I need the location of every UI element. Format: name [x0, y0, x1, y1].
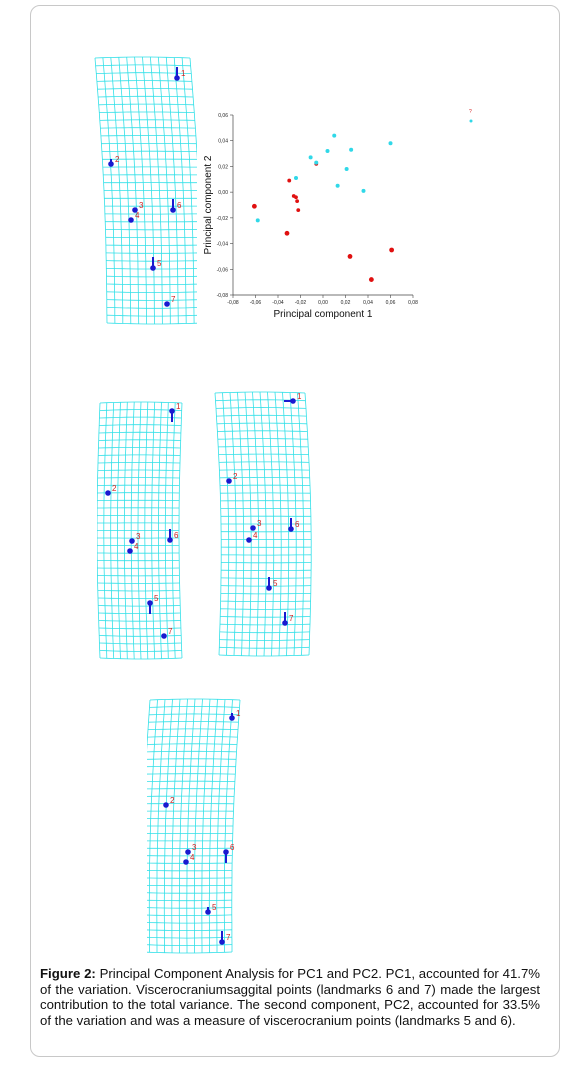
grid-lines — [147, 699, 240, 953]
y-tick-label: -0,06 — [216, 267, 228, 274]
figure-label: Figure 2: — [40, 966, 96, 981]
x-tick-label: 0,02 — [340, 300, 351, 306]
x-tick-label: 0,08 — [408, 300, 418, 306]
landmark-label: 1 — [181, 69, 186, 78]
grid-line-horizontal — [147, 915, 232, 916]
x-tick-label: 0,06 — [385, 300, 396, 306]
x-tick-label: -0,04 — [272, 300, 284, 306]
data-point-cyan — [332, 134, 336, 138]
landmark-point — [128, 217, 134, 223]
grid-line-horizontal — [107, 323, 197, 324]
landmark-point — [161, 633, 167, 639]
y-tick-label: -0,04 — [216, 241, 228, 248]
grid-svg — [147, 697, 247, 955]
data-point-cyan — [314, 161, 318, 165]
landmark-label: 7 — [168, 627, 173, 636]
x-tick-label: 0,00 — [318, 300, 328, 306]
data-point-cyan — [349, 148, 353, 152]
pca-scatter-plot — [195, 105, 485, 370]
landmark-label: 7 — [226, 933, 231, 942]
data-point-red — [252, 204, 257, 209]
grid-line-horizontal — [147, 945, 232, 946]
x-axis-label: Principal component 1 — [273, 309, 373, 320]
y-tick-label: -0,08 — [216, 293, 228, 299]
landmark-point — [164, 301, 170, 307]
x-tick-label: 0,04 — [363, 300, 373, 306]
grid-line-horizontal — [147, 893, 232, 894]
grid-line-horizontal — [107, 284, 197, 285]
landmark-point — [147, 600, 153, 606]
grid-line-vertical — [179, 403, 182, 658]
legend-label: ? — [469, 109, 472, 115]
y-axis-label: Principal component 2 — [203, 155, 214, 255]
landmark-label: 4 — [190, 853, 195, 862]
landmark-point — [163, 802, 169, 808]
landmark-point — [174, 75, 180, 81]
data-point-red — [294, 195, 298, 199]
landmark-point — [229, 715, 235, 721]
data-point-red — [389, 248, 394, 253]
y-tick-label: 0,00 — [218, 190, 228, 197]
landmark-label: 5 — [212, 903, 217, 912]
data-point-cyan — [256, 218, 260, 222]
grid-line-horizontal — [107, 300, 197, 301]
landmark-point — [290, 398, 296, 404]
landmark-label: 2 — [112, 484, 117, 493]
landmark-point — [167, 537, 173, 543]
landmark-label: 4 — [253, 531, 258, 540]
deformation-grid-bottom — [147, 697, 247, 955]
deformation-grid-top-left — [92, 55, 197, 326]
grid-line-vertical — [215, 393, 221, 655]
x-tick-label: -0,08 — [227, 300, 239, 306]
landmark-point — [219, 939, 225, 945]
data-point-red — [295, 199, 299, 203]
grid-svg — [212, 390, 312, 658]
landmark-point — [282, 620, 288, 626]
grid-line-horizontal — [147, 908, 232, 909]
x-tick-label: -0,06 — [249, 300, 262, 306]
x-tick-label: -0,02 — [294, 300, 307, 306]
landmark-point — [183, 859, 189, 865]
grid-line-horizontal — [147, 930, 232, 931]
data-point-cyan — [294, 176, 298, 180]
grid-line-horizontal — [107, 307, 197, 308]
grid-line-horizontal — [147, 922, 232, 923]
landmark-label: 6 — [174, 531, 179, 540]
grid-svg — [92, 55, 197, 326]
data-point-cyan — [389, 141, 393, 145]
data-point-red — [369, 277, 374, 282]
landmark-point — [150, 265, 156, 271]
y-tick-label: 0,02 — [218, 164, 228, 171]
grid-line-horizontal — [107, 292, 197, 293]
landmark-label: 2 — [233, 472, 238, 481]
grid-line-horizontal — [107, 315, 197, 316]
scatter-svg — [195, 105, 485, 365]
grid-line-horizontal — [107, 276, 198, 277]
landmark-label: 7 — [289, 614, 294, 623]
landmark-point — [105, 490, 111, 496]
landmark-point — [169, 408, 175, 414]
landmark-label: 5 — [273, 579, 278, 588]
grid-line-horizontal — [147, 759, 236, 760]
landmark-point — [226, 478, 232, 484]
landmark-point — [266, 585, 272, 591]
deformation-grid-middle-right — [212, 390, 312, 658]
grid-line-vertical — [232, 700, 240, 952]
landmark-point — [246, 537, 252, 543]
landmark-label: 4 — [134, 542, 139, 551]
landmark-point — [170, 207, 176, 213]
landmark-label: 7 — [171, 295, 176, 304]
landmark-label: 4 — [135, 211, 140, 220]
grid-svg — [97, 400, 189, 661]
landmark-label: 6 — [230, 843, 235, 852]
grid-line-horizontal — [147, 952, 232, 953]
landmark-label: 1 — [297, 392, 302, 401]
landmark-point — [205, 909, 211, 915]
landmark-point — [108, 161, 114, 167]
landmark-label: 2 — [170, 796, 175, 805]
data-point-cyan — [336, 184, 340, 188]
landmark-label: 3 — [257, 519, 262, 528]
y-tick-label: 0,04 — [218, 138, 228, 145]
landmark-point — [250, 525, 256, 531]
data-point-red — [287, 179, 291, 183]
landmark-label: 3 — [192, 843, 197, 852]
y-tick-label: 0,06 — [218, 113, 228, 119]
data-point-red — [296, 208, 300, 212]
landmark-label: 2 — [115, 155, 120, 164]
legend-marker — [470, 120, 473, 123]
landmark-label: 1 — [236, 709, 241, 718]
deformation-grid-middle-left — [97, 400, 189, 661]
landmark-label: 3 — [136, 532, 141, 541]
data-point-red — [285, 231, 290, 236]
landmark-label: 6 — [295, 520, 300, 529]
grid-line-horizontal — [147, 766, 236, 767]
landmark-point — [127, 548, 133, 554]
grid-line-horizontal — [106, 261, 197, 262]
figure-caption-text: Principal Component Analysis for PC1 and PC2. PC1, accounted for 41.7% of the variation. Viscerocraniumsaggital points (landmarks 6 and 7) made the largest contribution to the total variance. The second component, PC2, accounted for 33.5% of the variation and was a measure of viscerocranium points (landmarks 5 and 6). — [40, 966, 540, 1028]
figure-caption — [40, 966, 540, 1028]
data-point-cyan — [326, 149, 330, 153]
landmark-label: 6 — [177, 201, 182, 210]
grid-line-horizontal — [147, 885, 232, 886]
grid-line-horizontal — [147, 900, 232, 901]
axes — [233, 115, 413, 295]
grid-lines — [95, 57, 197, 324]
grid-line-horizontal — [147, 937, 232, 938]
landmark-point — [288, 526, 294, 532]
y-tick-label: -0,02 — [216, 215, 228, 222]
landmark-label: 5 — [154, 594, 159, 603]
data-point-cyan — [362, 189, 366, 193]
landmark-label: 5 — [157, 259, 162, 268]
data-point-cyan — [345, 167, 349, 171]
landmark-label: 1 — [176, 402, 181, 411]
landmark-point — [223, 849, 229, 855]
data-point-cyan — [309, 155, 313, 159]
landmark-label: 3 — [139, 201, 144, 210]
data-point-red — [348, 254, 353, 259]
